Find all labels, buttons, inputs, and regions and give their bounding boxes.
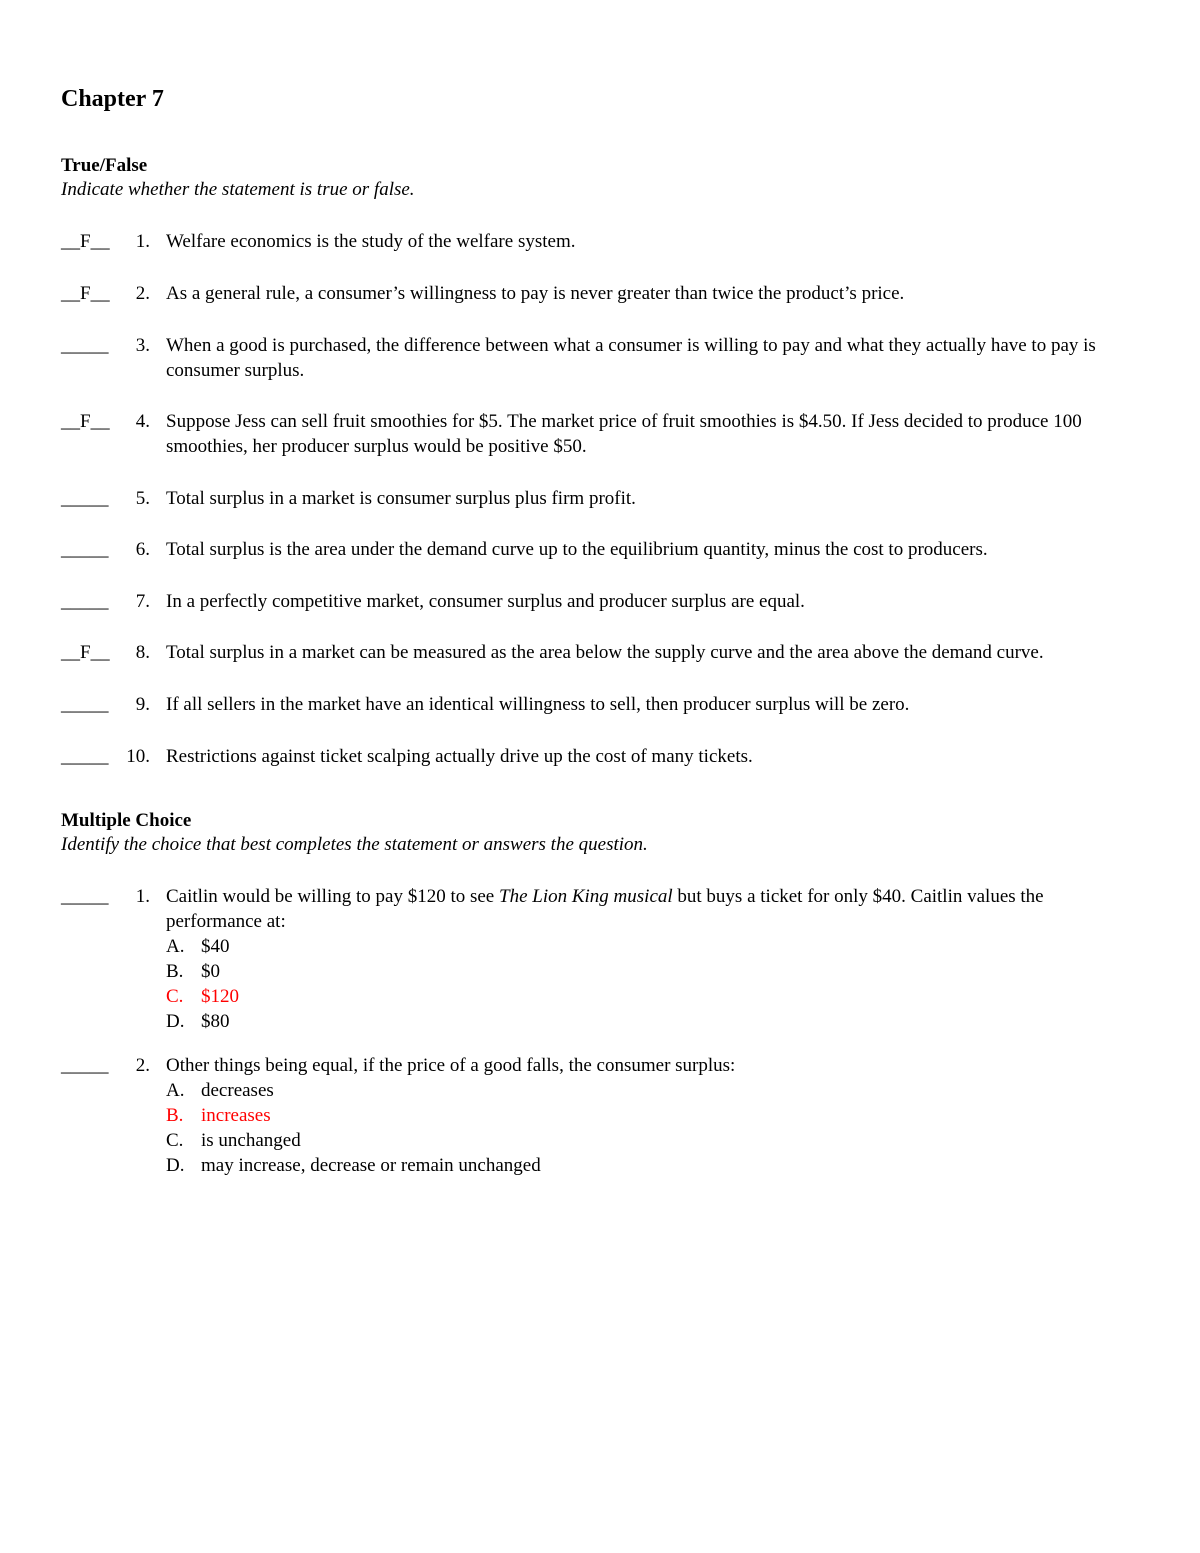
answer-blank: _____ (61, 1055, 109, 1076)
choice-letter: A. (166, 936, 185, 957)
question-text: Other things being equal, if the price of a good falls, the consumer surplus: (166, 1055, 736, 1076)
choice-text: is unchanged (201, 1130, 301, 1151)
question-number: 6. (135, 539, 150, 560)
tf-question (61, 486, 1101, 511)
choice-b-correct (166, 1103, 1101, 1128)
question-text-end: but buys a ticket for only $40. Caitlin values the performance at: (166, 886, 1044, 932)
question-text-start: Caitlin would be willing to pay $120 to see (166, 886, 499, 907)
question-number: 8. (135, 642, 150, 663)
question-body (166, 884, 1101, 1034)
question-text: When a good is purchased, the difference between what a consumer is willing to pay and what they actually have to pay is consumer surplus. (166, 335, 1096, 381)
choice-text: $40 (201, 936, 230, 957)
choice-text: decreases (201, 1080, 274, 1101)
question-number: 3. (135, 335, 150, 356)
answer-blank: __F__ (61, 283, 110, 304)
question-text: In a perfectly competitive market, consumer surplus and producer surplus are equal. (166, 591, 805, 612)
answer-blank: _____ (61, 539, 109, 560)
true-false-instructions: Indicate whether the statement is true or false. (61, 179, 415, 200)
question-text: Suppose Jess can sell fruit smoothies for $5. The market price of fruit smoothies is $4.50. If Jess decided to produce 100 smoothies, her producer surplus would be positive $50. (166, 411, 1082, 457)
tf-question (61, 692, 1101, 717)
question-number: 9. (135, 694, 150, 715)
question-text: Restrictions against ticket scalping actually drive up the cost of many tickets. (166, 746, 753, 767)
question-number: 5. (135, 488, 150, 509)
question-body (166, 1053, 1101, 1178)
choice-d (166, 1009, 1101, 1034)
true-false-section (61, 154, 1101, 769)
choice-c (166, 1128, 1101, 1153)
mc-question (61, 1053, 1101, 1178)
tf-question (61, 229, 1101, 254)
choice-d (166, 1153, 1101, 1178)
question-number: 2. (135, 283, 150, 304)
tf-question (61, 640, 1101, 665)
choice-letter: C. (166, 1130, 184, 1151)
choice-a (166, 934, 1101, 959)
choice-letter: D. (166, 1011, 185, 1032)
choice-a (166, 1078, 1101, 1103)
tf-question (61, 409, 1101, 459)
question-text: Total surplus in a market is consumer surplus plus firm profit. (166, 488, 636, 509)
tf-question (61, 281, 1101, 306)
choice-text: $0 (201, 961, 220, 982)
tf-question (61, 537, 1101, 562)
choice-letter: C. (166, 986, 184, 1007)
question-text-title: The Lion King musical (499, 886, 673, 907)
answer-blank: _____ (61, 886, 109, 907)
chapter-title: Chapter 7 (61, 86, 164, 112)
tf-question (61, 333, 1101, 383)
question-text: Total surplus is the area under the demand curve up to the equilibrium quantity, minus the cost to producers. (166, 539, 988, 560)
answer-blank: _____ (61, 694, 109, 715)
choice-c-correct (166, 984, 1101, 1009)
choice-text: increases (201, 1105, 271, 1126)
answer-blank: __F__ (61, 411, 110, 432)
question-text: Total surplus in a market can be measured as the area below the supply curve and the area above the demand curve. (166, 642, 1044, 663)
question-number: 2. (135, 1055, 150, 1076)
answer-blank: __F__ (61, 231, 110, 252)
question-number: 1. (135, 231, 150, 252)
question-number: 7. (135, 591, 150, 612)
question-number: 10. (126, 746, 150, 767)
question-text (166, 884, 1101, 934)
choice-text: $120 (201, 986, 239, 1007)
question-number: 4. (135, 411, 150, 432)
answer-blank: __F__ (61, 642, 110, 663)
multiple-choice-section (61, 809, 1101, 1178)
choice-text: $80 (201, 1011, 230, 1032)
question-text: As a general rule, a consumer’s willingness to pay is never greater than twice the product’s price. (166, 283, 905, 304)
question-text: Welfare economics is the study of the welfare system. (166, 231, 576, 252)
question-text: If all sellers in the market have an identical willingness to sell, then producer surplus will be zero. (166, 694, 910, 715)
answer-blank: _____ (61, 488, 109, 509)
multiple-choice-heading: Multiple Choice (61, 810, 192, 831)
answer-blank: _____ (61, 746, 109, 767)
tf-question (61, 589, 1101, 614)
mc-question (61, 884, 1101, 1034)
document-page (61, 84, 1101, 1178)
question-number: 1. (135, 886, 150, 907)
choice-letter: B. (166, 961, 184, 982)
true-false-heading: True/False (61, 155, 148, 176)
answer-blank: _____ (61, 335, 109, 356)
multiple-choice-instructions: Identify the choice that best completes the statement or answers the question. (61, 834, 648, 855)
choice-text: may increase, decrease or remain unchanged (201, 1155, 541, 1176)
tf-question (61, 744, 1101, 769)
choice-letter: B. (166, 1105, 184, 1126)
choice-letter: A. (166, 1080, 185, 1101)
choice-b (166, 959, 1101, 984)
answer-blank: _____ (61, 591, 109, 612)
choice-letter: D. (166, 1155, 185, 1176)
